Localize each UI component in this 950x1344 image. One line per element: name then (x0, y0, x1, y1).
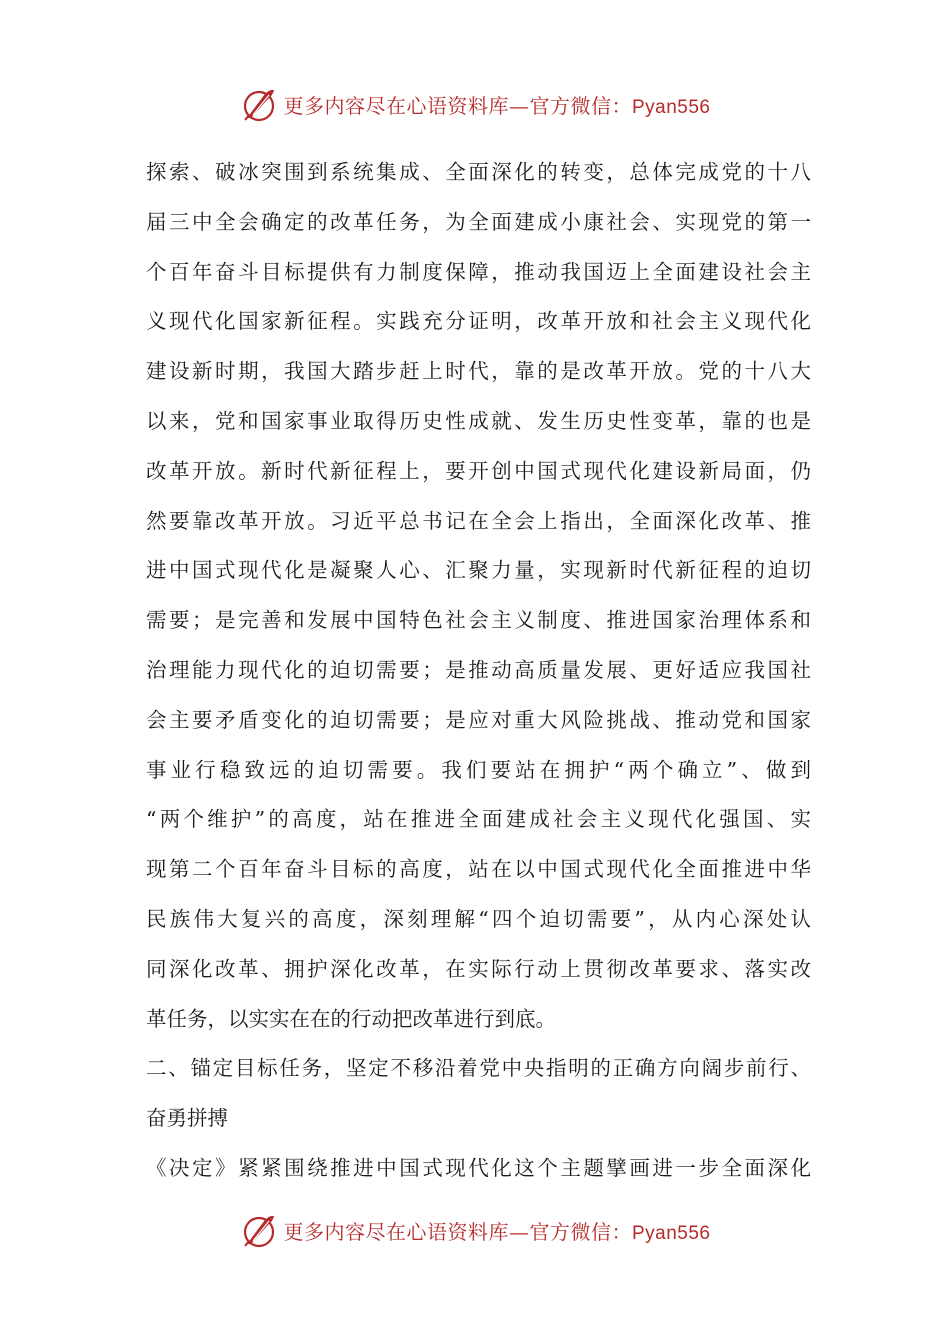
section-heading-line-end: 奋勇拼搏 (146, 1106, 228, 1131)
body-line: 进中国式现代化是凝聚人心、汇聚力量，实现新时代新征程的迫切 (146, 558, 811, 583)
body-line: 治理能力现代化的迫切需要；是推动高质量发展、更好适应我国社 (146, 657, 811, 682)
header-banner (0, 84, 950, 124)
section-heading-line: 二、锚定目标任务，坚定不移沿着党中央指明的正确方向阔步前行、 (146, 1056, 811, 1081)
body-line: 建设新时期，我国大踏步赶上时代，靠的是改革开放。党的十八大 (146, 359, 811, 384)
body-line: 届三中全会确定的改革任务，为全面建成小康社会、实现党的第一 (146, 209, 811, 234)
body-line: 同深化改革、拥护深化改革，在实际行动上贯彻改革要求、落实改 (146, 956, 811, 981)
body-line: 改革开放。新时代新征程上，要开创中国式现代化建设新局面，仍 (146, 458, 811, 483)
body-line: “两个维护”的高度，站在推进全面建成社会主义现代化强国、实 (146, 807, 811, 832)
footer-banner-caption: 更多内容尽在心语资料库—官方微信： (283, 1219, 632, 1244)
document-body (146, 148, 811, 1194)
header-banner-caption: 更多内容尽在心语资料库—官方微信： (283, 93, 632, 118)
header-banner-text (283, 90, 710, 119)
body-line: 《决定》紧紧围绕推进中国式现代化这个主题擘画进一步全面深化 (146, 1155, 811, 1180)
body-line: 个百年奋斗目标提供有力制度保障，推动我国迈上全面建设社会主 (146, 259, 811, 284)
body-line: 探索、破冰突围到系统集成、全面深化的转变，总体完成党的十八 (146, 160, 811, 184)
body-line: 以来，党和国家事业取得历史性成就、发生历史性变革，靠的也是 (146, 408, 811, 433)
body-line: 事业行稳致远的迫切需要。我们要站在拥护“两个确立”、做到 (146, 757, 811, 782)
header-banner-handle: Pyan556 (631, 96, 711, 118)
footer-banner (0, 1210, 950, 1250)
footer-banner-text (283, 1216, 710, 1245)
quill-pen-logo-icon (239, 1210, 279, 1250)
quill-pen-logo-icon (239, 84, 279, 124)
body-line: 然要靠改革开放。习近平总书记在全会上指出，全面深化改革、推 (146, 508, 811, 533)
body-line: 需要；是完善和发展中国特色社会主义制度、推进国家治理体系和 (146, 608, 811, 633)
body-line: 会主要矛盾变化的迫切需要；是应对重大风险挑战、推动党和国家 (146, 707, 811, 732)
body-line: 民族伟大复兴的高度，深刻理解“四个迫切需要”，从内心深处认 (146, 906, 811, 931)
body-line-paragraph-end: 革任务，以实实在在的行动把改革进行到底。 (146, 1006, 556, 1031)
footer-banner-handle: Pyan556 (631, 1222, 711, 1244)
body-line: 现第二个百年奋斗目标的高度，站在以中国式现代化全面推进中华 (146, 857, 811, 882)
body-line: 义现代化国家新征程。实践充分证明，改革开放和社会主义现代化 (146, 309, 811, 334)
